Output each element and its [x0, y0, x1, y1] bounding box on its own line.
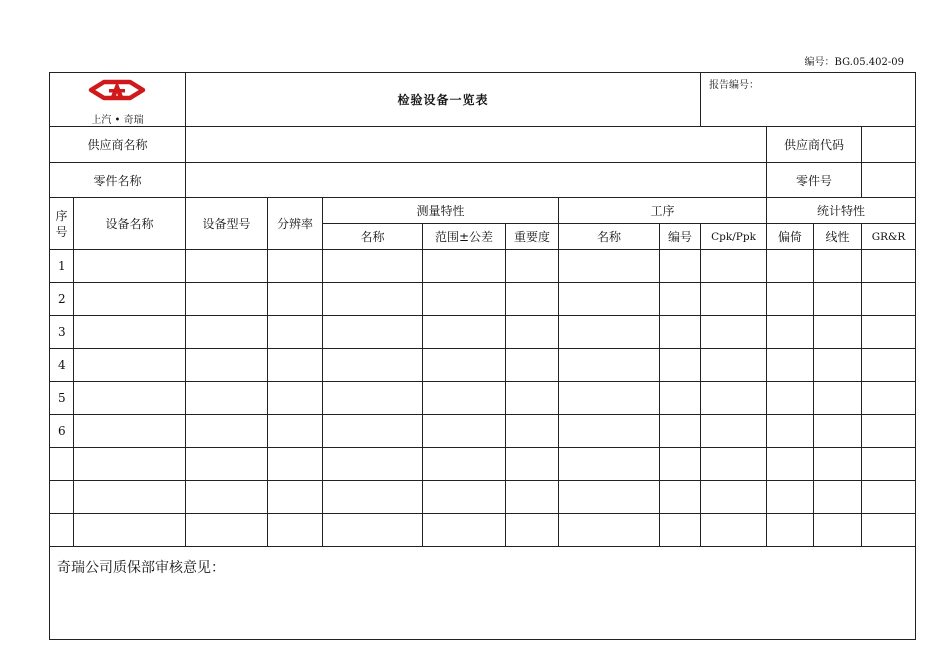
supplier-name-field[interactable] — [186, 127, 767, 163]
review-opinion-label: 奇瑞公司质保部审核意见： — [57, 560, 225, 576]
header-process-cpk: Cpk/Ppk — [701, 224, 767, 250]
table-cell[interactable] — [660, 415, 701, 448]
table-cell[interactable] — [559, 415, 660, 448]
table-cell[interactable] — [423, 250, 506, 283]
table-cell[interactable] — [701, 415, 767, 448]
table-cell[interactable] — [862, 349, 916, 382]
page-title: 检验设备一览表 — [186, 73, 701, 127]
part-name-label: 零件名称 — [50, 163, 186, 198]
header-measure-range: 范围±公差 — [423, 224, 506, 250]
table-cell[interactable] — [701, 481, 767, 514]
table-cell[interactable] — [423, 481, 506, 514]
table-row — [50, 250, 916, 283]
table-cell[interactable] — [767, 514, 814, 547]
table-cell[interactable] — [74, 316, 186, 349]
document-number: 编号：BG.05.402-09 — [804, 57, 904, 68]
table-cell[interactable] — [423, 382, 506, 415]
table-cell[interactable] — [862, 481, 916, 514]
table-cell[interactable] — [74, 481, 186, 514]
table-cell[interactable] — [814, 250, 862, 283]
header-measure-importance: 重要度 — [506, 224, 559, 250]
table-cell[interactable] — [323, 283, 423, 316]
table-cell[interactable] — [423, 514, 506, 547]
table-cell[interactable] — [323, 415, 423, 448]
part-number-label: 零件号 — [767, 163, 862, 198]
table-cell[interactable] — [323, 382, 423, 415]
table-row — [50, 415, 916, 448]
table-cell[interactable] — [660, 382, 701, 415]
table-cell[interactable] — [423, 349, 506, 382]
table-cell[interactable] — [186, 382, 268, 415]
table-cell[interactable] — [268, 481, 323, 514]
table-cell[interactable] — [559, 349, 660, 382]
table-cell[interactable] — [767, 349, 814, 382]
header-process-group: 工序 — [559, 198, 767, 224]
table-cell[interactable] — [506, 349, 559, 382]
part-name-field[interactable] — [186, 163, 767, 198]
table-cell[interactable] — [701, 316, 767, 349]
header-stat-group: 统计特性 — [767, 198, 916, 224]
table-cell[interactable] — [701, 448, 767, 481]
row-number: 5 — [50, 382, 74, 415]
table-cell[interactable] — [862, 382, 916, 415]
table-cell[interactable] — [660, 481, 701, 514]
table-cell[interactable] — [186, 283, 268, 316]
table-cell[interactable] — [74, 382, 186, 415]
logo-text: 上汽 • 奇瑞 — [91, 115, 144, 126]
table-cell[interactable] — [186, 448, 268, 481]
table-cell[interactable] — [268, 349, 323, 382]
table-cell[interactable] — [767, 283, 814, 316]
table-row — [50, 514, 916, 547]
header-seq: 序号 — [50, 198, 74, 250]
row-number — [50, 514, 74, 547]
table-row — [50, 481, 916, 514]
table-row — [50, 382, 916, 415]
table-cell[interactable] — [660, 250, 701, 283]
table-cell[interactable] — [268, 250, 323, 283]
report-number-field[interactable] — [701, 73, 916, 127]
table-cell[interactable] — [423, 316, 506, 349]
table-cell[interactable] — [506, 316, 559, 349]
header-measure-name: 名称 — [323, 224, 423, 250]
table-cell[interactable] — [814, 481, 862, 514]
table-cell[interactable] — [74, 250, 186, 283]
table-cell[interactable] — [423, 283, 506, 316]
table-cell[interactable] — [186, 316, 268, 349]
table-cell[interactable] — [660, 316, 701, 349]
table-cell[interactable] — [660, 514, 701, 547]
logo-cell — [50, 73, 186, 127]
table-cell[interactable] — [323, 514, 423, 547]
table-cell[interactable] — [767, 250, 814, 283]
table-cell[interactable] — [660, 448, 701, 481]
header-stat-bias: 偏倚 — [767, 224, 814, 250]
table-row — [50, 283, 916, 316]
supplier-name-label: 供应商名称 — [50, 127, 186, 163]
table-cell[interactable] — [323, 349, 423, 382]
chery-logo-icon — [88, 77, 146, 103]
table-cell[interactable] — [506, 514, 559, 547]
table-cell[interactable] — [268, 316, 323, 349]
table-cell[interactable] — [559, 514, 660, 547]
table-cell[interactable] — [423, 448, 506, 481]
table-cell[interactable] — [323, 481, 423, 514]
table-cell[interactable] — [814, 316, 862, 349]
table-cell[interactable] — [767, 481, 814, 514]
table-cell[interactable] — [506, 250, 559, 283]
table-cell[interactable] — [814, 514, 862, 547]
table-cell[interactable] — [186, 250, 268, 283]
table-cell[interactable] — [268, 283, 323, 316]
table-cell[interactable] — [559, 448, 660, 481]
table-cell[interactable] — [660, 283, 701, 316]
table-cell[interactable] — [74, 349, 186, 382]
report-number-label: 报告编号： — [709, 80, 760, 91]
header-measure-group: 测量特性 — [323, 198, 559, 224]
header-resolution: 分辨率 — [268, 198, 323, 250]
table-cell[interactable] — [74, 448, 186, 481]
table-cell[interactable] — [268, 382, 323, 415]
table-cell[interactable] — [74, 514, 186, 547]
table-cell[interactable] — [814, 382, 862, 415]
review-opinion-field[interactable] — [50, 547, 916, 640]
table-cell[interactable] — [559, 481, 660, 514]
table-cell[interactable] — [323, 250, 423, 283]
table-cell[interactable] — [186, 481, 268, 514]
table-cell[interactable] — [506, 283, 559, 316]
table-cell[interactable] — [186, 415, 268, 448]
row-number: 1 — [50, 250, 74, 283]
header-stat-grr: GR&R — [862, 224, 916, 250]
header-process-name: 名称 — [559, 224, 660, 250]
table-cell[interactable] — [559, 316, 660, 349]
table-cell[interactable] — [814, 448, 862, 481]
table-cell[interactable] — [767, 415, 814, 448]
table-cell[interactable] — [862, 415, 916, 448]
table-cell[interactable] — [862, 448, 916, 481]
supplier-code-label: 供应商代码 — [767, 127, 862, 163]
header-device-name: 设备名称 — [74, 198, 186, 250]
table-cell[interactable] — [186, 349, 268, 382]
row-number — [50, 448, 74, 481]
table-body — [50, 250, 916, 547]
table-cell[interactable] — [506, 415, 559, 448]
table-row — [50, 448, 916, 481]
table-cell[interactable] — [767, 382, 814, 415]
inspection-equipment-table — [49, 72, 916, 640]
table-cell[interactable] — [559, 250, 660, 283]
table-cell[interactable] — [268, 448, 323, 481]
row-number: 6 — [50, 415, 74, 448]
part-number-field[interactable] — [862, 163, 916, 198]
table-row — [50, 349, 916, 382]
table-cell[interactable] — [862, 250, 916, 283]
header-stat-linearity: 线性 — [814, 224, 862, 250]
table-cell[interactable] — [323, 448, 423, 481]
table-cell[interactable] — [767, 448, 814, 481]
table-cell[interactable] — [701, 349, 767, 382]
table-cell[interactable] — [862, 283, 916, 316]
table-cell[interactable] — [506, 481, 559, 514]
table-cell[interactable] — [814, 349, 862, 382]
table-cell[interactable] — [74, 283, 186, 316]
table-cell[interactable] — [506, 448, 559, 481]
table-cell[interactable] — [660, 349, 701, 382]
table-cell[interactable] — [814, 283, 862, 316]
table-cell[interactable] — [186, 514, 268, 547]
header-device-model: 设备型号 — [186, 198, 268, 250]
table-row — [50, 316, 916, 349]
table-cell[interactable] — [268, 514, 323, 547]
supplier-code-field[interactable] — [862, 127, 916, 163]
table-cell[interactable] — [74, 415, 186, 448]
row-number: 3 — [50, 316, 74, 349]
table-cell[interactable] — [767, 316, 814, 349]
table-cell[interactable] — [559, 283, 660, 316]
table-cell[interactable] — [862, 316, 916, 349]
table-cell[interactable] — [701, 514, 767, 547]
table-cell[interactable] — [814, 415, 862, 448]
table-cell[interactable] — [506, 382, 559, 415]
table-cell[interactable] — [559, 382, 660, 415]
row-number: 2 — [50, 283, 74, 316]
table-cell[interactable] — [701, 250, 767, 283]
row-number: 4 — [50, 349, 74, 382]
row-number — [50, 481, 74, 514]
table-cell[interactable] — [701, 283, 767, 316]
table-cell[interactable] — [701, 382, 767, 415]
header-process-no: 编号 — [660, 224, 701, 250]
table-cell[interactable] — [268, 415, 323, 448]
table-cell[interactable] — [423, 415, 506, 448]
table-cell[interactable] — [862, 514, 916, 547]
table-cell[interactable] — [323, 316, 423, 349]
